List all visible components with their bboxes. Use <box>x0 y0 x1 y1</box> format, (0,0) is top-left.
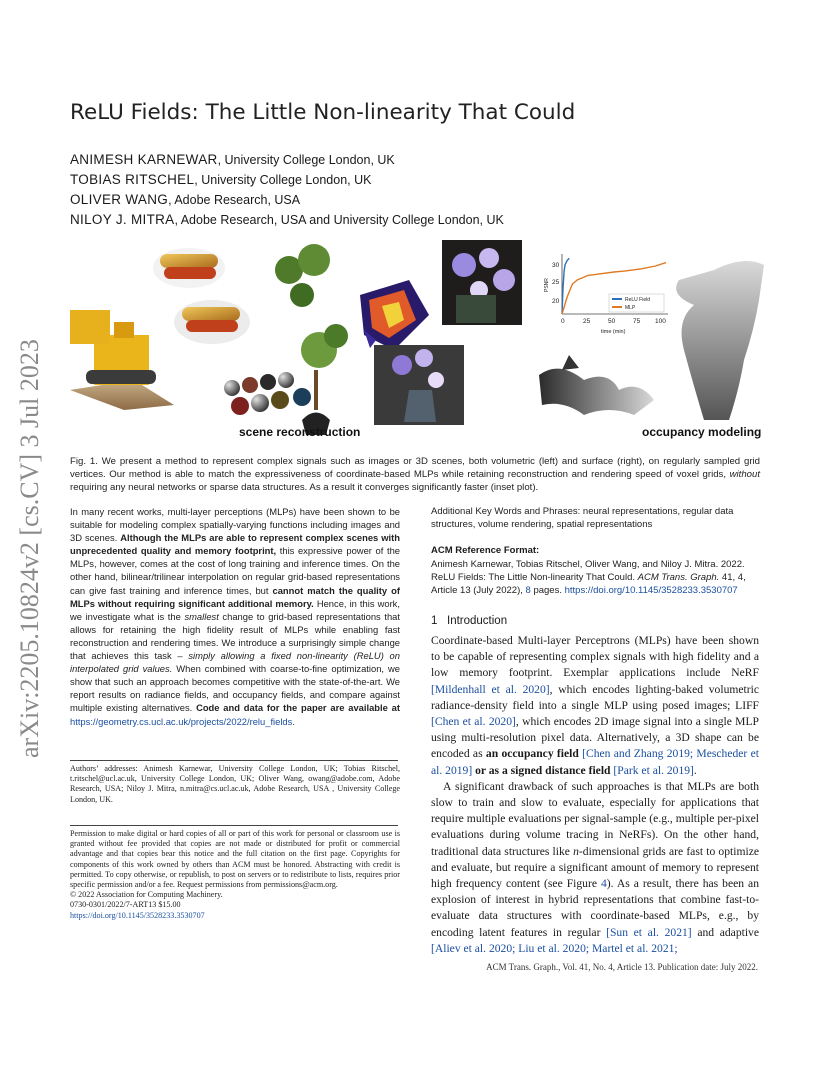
abstract-text: . <box>292 715 295 727</box>
caption-text: We present a method to represent complex signals such as images or 3D scenes, both volumetric (left) and surface (right), on regularly sampled grid vertices. Our method is able to match the expressiveness of coordinate-based MLPs while retaining reconstruction and rendering speed of voxel grids, <box>70 456 760 481</box>
abstract-bold: Code and data for the paper are available at <box>196 702 400 714</box>
acm-ref-journal: ACM Trans. Graph. <box>637 572 720 583</box>
dragon-occupancy-image <box>539 355 654 415</box>
running-footer: ACM Trans. Graph., Vol. 41, No. 4, Article 13. Publication date: July 2022. <box>486 962 758 972</box>
x-tick-label: 50 <box>608 318 616 325</box>
paper-title: ReLU Fields: The Little Non-linearity That Could <box>70 100 576 125</box>
y-tick-label: 20 <box>552 298 560 305</box>
caption-text: requiring any neural networks or sparse data structures. As a result it converges significantly faster (inset plot). <box>70 482 539 494</box>
citation-link[interactable]: [Chen and Zhang 2019; Mescheder et al. 2019] <box>431 747 759 777</box>
intro-paragraph <box>431 779 759 957</box>
lego-scene-image <box>70 310 174 410</box>
author-affiliation: , Adobe Research, USA and University College London, UK <box>174 213 504 227</box>
density-volume-image <box>360 280 429 350</box>
caption-emphasis: without <box>729 469 760 481</box>
y-tick-label: 30 <box>552 262 560 269</box>
intro-text: ). As a result, there has been an explosion of interest in hybrid representations that combine fast-to-evaluate data structures with coordinate-based MLPs, e.g., by encoding latent features in regular <box>431 877 759 939</box>
citation-link[interactable]: [Park et al. 2019] <box>613 763 694 777</box>
abstract-italic: smallest <box>184 610 219 622</box>
permission-rule <box>70 825 398 826</box>
scene-reconstruction-label: scene reconstruction <box>239 425 361 439</box>
left-column <box>70 505 400 728</box>
x-tick-label: 75 <box>633 318 641 325</box>
author-line <box>70 190 504 210</box>
caption-label: Fig. 1. <box>70 456 98 467</box>
section-heading <box>431 615 759 627</box>
materials-scene-image <box>224 372 311 415</box>
figure-caption <box>70 455 760 495</box>
author-list <box>70 150 504 230</box>
intro-text: . <box>693 763 697 777</box>
right-column <box>431 505 759 957</box>
hotdog-scene-image <box>153 248 250 344</box>
author-name: OLIVER WANG <box>70 192 169 207</box>
doi-link[interactable]: https://doi.org/10.1145/3528233.3530707 <box>70 910 205 920</box>
teaser-figure <box>64 240 764 445</box>
issn-line: 0730-0301/2022/7-ART13 $15.00 <box>70 900 181 910</box>
footnote-rule <box>70 760 398 761</box>
intro-text: and adaptive <box>691 925 760 939</box>
section-number: 1 <box>431 615 438 627</box>
author-name: TOBIAS RITSCHEL <box>70 172 195 187</box>
statue-occupancy-image <box>676 261 764 420</box>
intro-text: , which encodes lighting-baked volumetric radiance-density field into a single MLP using posed images; LIFF <box>431 682 759 712</box>
author-line <box>70 170 504 190</box>
citation-link[interactable]: [Chen et al. 2020] <box>431 715 516 729</box>
arxiv-stamp <box>2 300 48 770</box>
intro-text: , which encodes 2D image signal into a single MLP using multi-resolution pixel data. Alternatively, a 3D shape can be encoded as <box>431 715 759 761</box>
pages-link[interactable]: 8 <box>525 585 531 596</box>
permission-text: Permission to make digital or hard copies of all or part of this work for personal or classroom use is granted without fee provided that copies are not made or distributed for profit or commercial advantage and that copies bear this notice and the full citation on the first page. Copyrights for components of this work owned by others than ACM must be honored. Abstracting with credit is permitted. To copy otherwise, or republish, to post on servers or to redistribute to lists, requires prior specific permission and/or a fee. Request permissions from permissions@acm.org. <box>70 829 400 890</box>
intro-italic: n <box>573 844 579 858</box>
intro-text: Coordinate-based Multi-layer Perceptrons (MLPs) have been shown to be capable of representing complex signals with high fidelity and a low memory footprint. Exemplar applications include NeRF <box>431 634 759 680</box>
keywords: Additional Key Words and Phrases: neural representations, regular data structures, volume rendering, spatial representations <box>431 506 734 530</box>
abstract-bold: cannot match the quality of MLPs without requiring significant additional memory. <box>70 584 400 609</box>
acm-ref-text: Animesh Karnewar, Tobias Ritschel, Oliver Wang, and Niloy J. Mitra. 2022. ReLU Fields: The Little Non-linearity That Could. <box>431 559 745 583</box>
abstract-italic: simply allowing a fixed non-linearity (ReLU) on interpolated grid values. <box>70 650 400 675</box>
acm-reference-heading: ACM Reference Format: <box>431 545 540 556</box>
permission-notice <box>70 829 400 921</box>
abstract-text: When combined with coarse-to-fine optimization, we show that such an approach becomes competitive with the state-of-the-art. We report results on radiance fields, and occupancy fields, and compare against multiple existing alternatives. <box>70 663 400 714</box>
abstract-text: Hence, in this work, we investigate what is the <box>70 597 400 622</box>
citation-link[interactable]: [Mildenhall et al. 2020] <box>431 682 550 696</box>
occupancy-modeling-label: occupancy modeling <box>642 425 762 439</box>
figure-ref-link[interactable]: 4 <box>600 877 607 891</box>
author-line <box>70 210 504 230</box>
y-tick-label: 25 <box>552 279 560 286</box>
author-line <box>70 150 504 170</box>
abstract-text: change to grid-based representations that allows for retaining the high fidelity result of MLPs while enabling fast reconstruction and rendering times. We introduce a surprisingly simple change that achieves this task – <box>70 610 400 662</box>
author-affiliation: , University College London, UK <box>217 153 395 167</box>
citation-link[interactable]: [Aliev et al. 2020; Liu et al. 2020; Martel et al. 2021; <box>431 941 678 955</box>
intro-paragraph <box>431 633 759 779</box>
author-affiliation: , Adobe Research, USA <box>168 193 301 207</box>
legend-entry: ReLU Field <box>625 297 651 303</box>
abstract <box>70 505 400 728</box>
copyright-line: © 2022 Association for Computing Machinery. <box>70 890 223 900</box>
intro-bold: an occupancy field <box>485 747 579 761</box>
abstract-bold: Although the MLPs are able to represent complex scenes with unprecedented quality and memory footprint, <box>70 532 400 557</box>
abstract-text: this expressive power of the MLPs, however, comes at the cost of long training and inference times. On the other hand, bilinear/trilinear interpolation on regular grid-based representations can give fast training and inference times, but <box>70 545 400 596</box>
intro-text: -dimensional grids are fast to optimize and evaluate, but require a significant amount of memory to represent high frequency content (see Figure <box>431 844 759 891</box>
x-tick-label: 100 <box>655 318 666 325</box>
intro-bold: or as a signed distance field <box>475 763 611 777</box>
flower-scene-image-bottom <box>374 345 464 425</box>
legend-entry: MLP <box>625 305 636 311</box>
acm-doi-link[interactable]: https://doi.org/10.1145/3528233.3530707 <box>564 585 738 596</box>
author-affiliation: , University College London, UK <box>194 173 372 187</box>
author-name: ANIMESH KARNEWAR <box>70 152 218 167</box>
acm-ref-text: pages. <box>530 585 565 596</box>
x-tick-label: 0 <box>561 318 565 325</box>
inset-psnr-chart <box>544 252 668 335</box>
acm-ref-text: 41, 4, Article 13 (July 2022), <box>431 572 746 596</box>
acm-reference <box>431 558 759 597</box>
arxiv-id: arXiv:2205.10824v2 [cs.CV] 3 Jul 2023 <box>15 339 44 758</box>
intro-text: A significant drawback of such approaches is that MLPs are both slow to train and slow to evaluate, especially for applications that require multiple evaluations per signal-sample (e.g., multiple per-pixel evaluations during volume tracing in NeRFs). On the other hand, traditional data structures like <box>431 779 759 858</box>
section-title: Introduction <box>447 615 508 627</box>
citation-link[interactable]: [Sun et al. 2021] <box>606 925 692 939</box>
flower-scene-image-top <box>442 240 522 325</box>
code-url-link[interactable]: https://geometry.cs.ucl.ac.uk/projects/2022/relu_fields <box>70 715 293 727</box>
abstract-text: In many recent works, multi-layer perceptions (MLPs) have been shown to be suitable for modeling complex spatially-varying functions including images and 3D scenes. <box>70 506 400 544</box>
authors-addresses: Authors’ addresses: Animesh Karnewar, University College London, UK; Tobias Ritschel, t.ritschel@ucl.ac.uk, University College London, UK; Oliver Wang, owang@adobe.com, Adobe Research, USA; Niloy J. Mitra, n.mitra@cs.ucl.ac.uk, Adobe Research, USA , University College London, UK. <box>70 764 400 804</box>
x-tick-label: 25 <box>583 318 591 325</box>
y-axis-label: PSNR <box>544 278 550 292</box>
x-axis-label: time (min) <box>601 329 626 335</box>
author-name: NILOY J. MITRA <box>70 212 175 227</box>
